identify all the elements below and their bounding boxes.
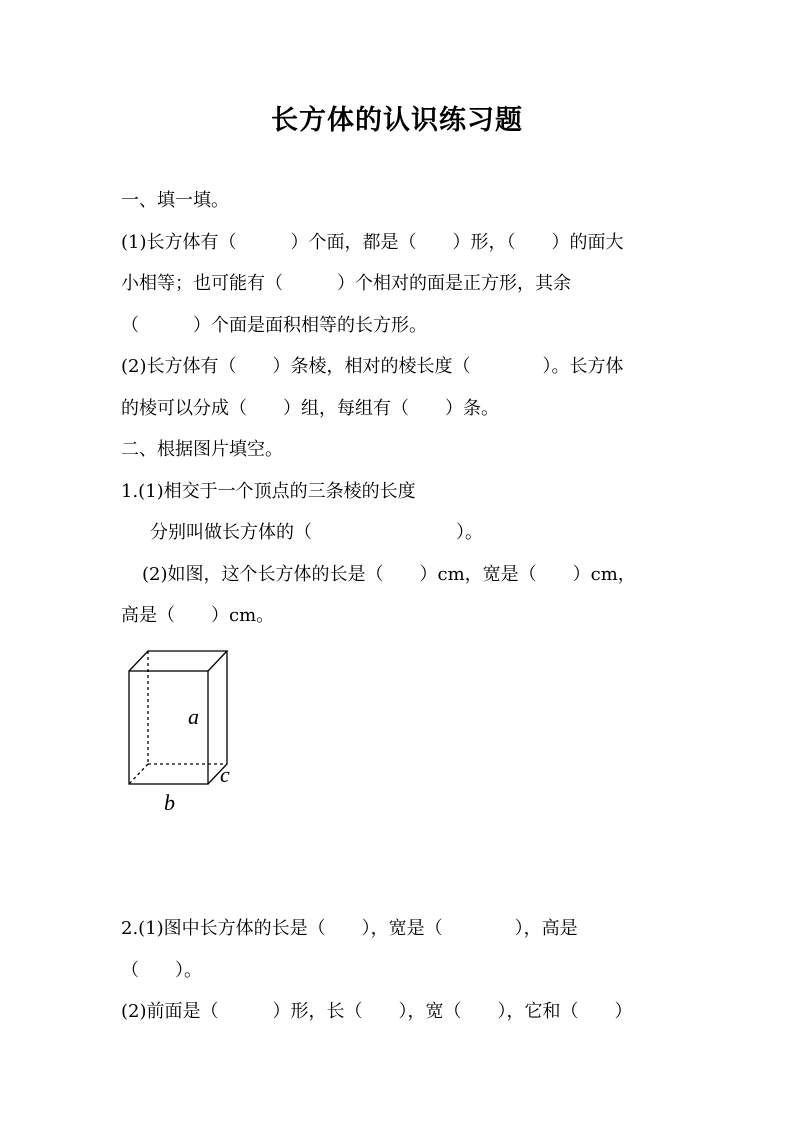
question-1-2-line-1: (2)长方体有（ ）条棱，相对的棱长度（ ）。长方体 xyxy=(121,356,624,377)
section-2-heading: 二、根据图片填空。 xyxy=(121,439,283,460)
question-2-1-line-2: 分别叫做长方体的（ ）。 xyxy=(150,522,483,543)
question-2-1-line-4: 高是（ ）cm。 xyxy=(121,605,275,626)
question-2-1-line-1: 1.(1)相交于一个顶点的三条棱的长度 xyxy=(121,481,416,502)
question-1-1-line-2: 小相等；也可能有（ ）个相对的面是正方形，其余 xyxy=(121,273,571,294)
question-1-2-line-2: 的棱可以分成（ ）组，每组有（ ）条。 xyxy=(121,398,499,419)
question-1-1-line-1: (1)长方体有（ ）个面，都是（ ）形，（ ）的面大 xyxy=(121,232,624,253)
page-title: 长方体的认识练习题 xyxy=(271,105,523,136)
section-1-heading: 一、填一填。 xyxy=(121,190,229,211)
question-2-1-line-3: (2)如图，这个长方体的长是（ ）cm，宽是（ ）cm， xyxy=(142,564,636,585)
label-b: b xyxy=(164,790,175,815)
cuboid-top-face xyxy=(129,651,227,671)
question-2-2-line-1: 2.(1)图中长方体的长是（ ），宽是（ ），高是 xyxy=(121,918,578,939)
label-a: a xyxy=(188,704,199,729)
cuboid-figure xyxy=(120,643,245,818)
question-1-1-line-3: （ ）个面是面积相等的长方形。 xyxy=(121,315,427,336)
label-c: c xyxy=(220,762,230,787)
question-2-2-line-3: (2)前面是（ ）形，长（ ），宽（ ），它和（ ） xyxy=(121,1001,633,1022)
question-2-2-line-2: （ ）。 xyxy=(121,960,202,981)
